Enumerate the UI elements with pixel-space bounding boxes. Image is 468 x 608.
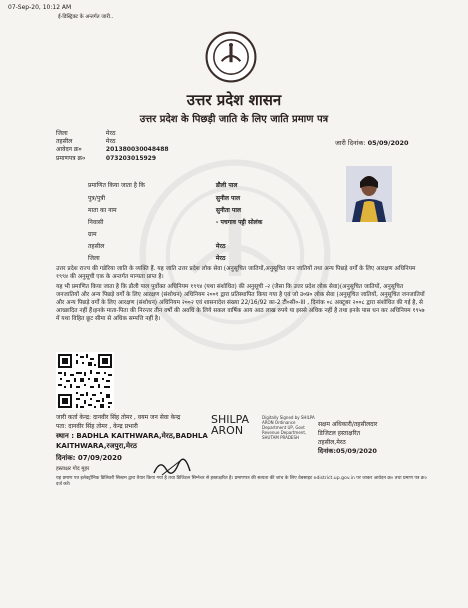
tehsil-value: मेरठ [105, 138, 116, 145]
field-certified [88, 181, 318, 189]
issue-date-value: 05/09/2020 [367, 139, 409, 147]
application-no-label: आवेदन क्र० [56, 146, 82, 153]
authority-block [318, 420, 377, 456]
field-label: निवासी [88, 219, 104, 226]
field-label: माता का नाम [88, 207, 117, 214]
field-value: सुनीता पाल [215, 207, 241, 214]
issuing-centre: जारी कर्ता केन्द्र: दानवीर सिंह तोमर , वयम जन सेवा केन्द्र [56, 414, 181, 421]
field-label: जिला [88, 255, 100, 262]
application-no-value: 201380030048488 [105, 146, 169, 153]
issuing-date: दिनांक: 07/09/2020 [56, 454, 122, 462]
caste-paragraph: उत्तर प्रदेश राज्य की गडेरिया जाति के व्यक्ति हैं. यह जाति उत्तर प्रदेश लोक सेवा (अनुसूचित जातियों,अनुसूचित जन जातियों तथा अन्य पिछड़े वर्गों के लिए आरक्षण अधिनियम १९९४ की अनुसूची एक के अन्तर्गत मान्यता प्राप्त है। [56, 266, 416, 280]
qr-code [56, 352, 114, 410]
issue-date-label: जारी दिनांक: [335, 139, 366, 147]
field-value: डौली पाल [215, 182, 238, 189]
field-label: तहसील [88, 243, 105, 250]
certificate-no-label: प्रमाणपत्र क्र० [56, 155, 86, 162]
signer-name-line2: ARON [211, 424, 244, 437]
application-no-row [56, 145, 169, 153]
field-value: - पचगाव पट्टी सोलंक [215, 219, 263, 226]
page-subtitle: उत्तर प्रदेश के पिछड़ी जाति के लिए जाति प्रमाण पत्र [139, 114, 329, 125]
authority-place: तहसील,मेरठ [318, 439, 346, 446]
authority-title: सक्षम अधिकारी/तहसीलदार [318, 421, 378, 428]
creamy-layer-paragraph: यह भी प्रमाणित किया जाता है कि डौली पाल पूर्वोक्त अधिनियम १९९४ (यथा संशोधित) की अनुसूची -२ (जैसा कि उत्तर प्रदेश लोक सेवा)(अनुसूचित जातियों, अनुसूचित जनजातियों और अन्य पिछड़े वर्गों के लिए आरक्षण (संशोधन) अधिनियम २००१ द्वारा प्रतिस्थापित किया गया है एवं जो उ०प्र० लोक सेवा (अनुसूचित जातियों, अनुसूचित जनजातियों और अन्य पिछड़े वर्गों के लिए आरक्षण (संशोधन) अधिनियम २००२ एवं शासनादेश संख्या 22/16/92 का-2 टी०सी०-III , दिनांक ०८ अक्टूबर २००८ द्वारा संशोधित की गई है, से आच्छादित नहीं हैं।इनके माता-पिता की निरन्तर तीन वर्षों की अवधि के लिये सकल वार्षिक आय आठ लाख रुपये या इससे अधिक नहीं है तथा इनके पास धन कर अधिनियम १९५७ में यथा विहित छूट सीमा से अधिक सम्पत्ति नहीं है। [56, 284, 425, 322]
authority-date: दिनांक:05/09/2020 [318, 447, 377, 455]
signer-name-line1: SHILPA [211, 413, 250, 426]
issuing-centre-address: पता: दानवीर सिंह तोमर , केन्द्र प्रभारी [56, 423, 138, 430]
qr-code-image [56, 352, 114, 410]
certificate-no-value: 073203015929 [105, 155, 157, 162]
field-village [88, 230, 318, 238]
applicant-photo [346, 166, 392, 222]
top-note: ई-डिस्ट्रिक्ट के अन्तर्गत जारी.. [58, 14, 114, 20]
stamp-note: हस्ताक्षर गोद मुहर [56, 466, 90, 472]
district-label: जिला [56, 130, 68, 137]
field-district [88, 254, 318, 262]
authority-digital: डिजिटल हस्ताक्षरित [318, 430, 360, 437]
field-label: ग्राम [88, 231, 97, 238]
certificate-no-row [56, 154, 156, 162]
issuing-place-2: KAITHWARA,रजपुरा,मेरठ [56, 442, 137, 450]
issue-date [335, 138, 409, 147]
field-label: पुत्र/पुत्री [88, 195, 106, 202]
verification-note: यह प्रमाण पत्र इलेक्ट्रॉनिक डिलिवरी सिस्टम द्वारा तैयार किया गया है तथा डिजिटल सिग्नेचर से हस्ताक्षरित है। प्रमाणपत्र की सत्यता की जांच के लिए वेबसाइट edistrict.up.gov.in पर जाकर आवेदन क्र० तथा प्रमाण पत्र क्र० दर्ज करें। [56, 476, 427, 487]
field-son-daughter [88, 194, 318, 202]
field-value: मेरठ [215, 255, 226, 262]
issuing-place: स्थान : BADHLA KAITHWARA,मेरठ,BADHLA [56, 432, 208, 440]
field-resident [88, 218, 318, 226]
page-title: उत्तर प्रदेश शासन [186, 91, 282, 109]
tehsil-label: तहसील [56, 138, 73, 145]
district-row [56, 129, 115, 137]
signer-name [211, 414, 249, 436]
field-mother-name [88, 206, 318, 214]
applicant-photo-image [346, 166, 392, 222]
field-label: प्रमाणित किया जाता है कि [88, 182, 146, 189]
tehsil-row [56, 137, 115, 145]
field-value: सुनील पाल [215, 195, 241, 202]
signature-meta: Digitally Signed by SHILPA ARON Ordinance Department UP, Govt Revenue Department, SHUTAM PRADESH [262, 415, 315, 440]
field-value: मेरठ [215, 243, 226, 250]
up-seal-icon [205, 31, 257, 83]
field-tehsil [88, 242, 318, 250]
district-value: मेरठ [105, 130, 116, 137]
timestamp: 07-Sep-20, 10:12 AM [8, 4, 72, 11]
